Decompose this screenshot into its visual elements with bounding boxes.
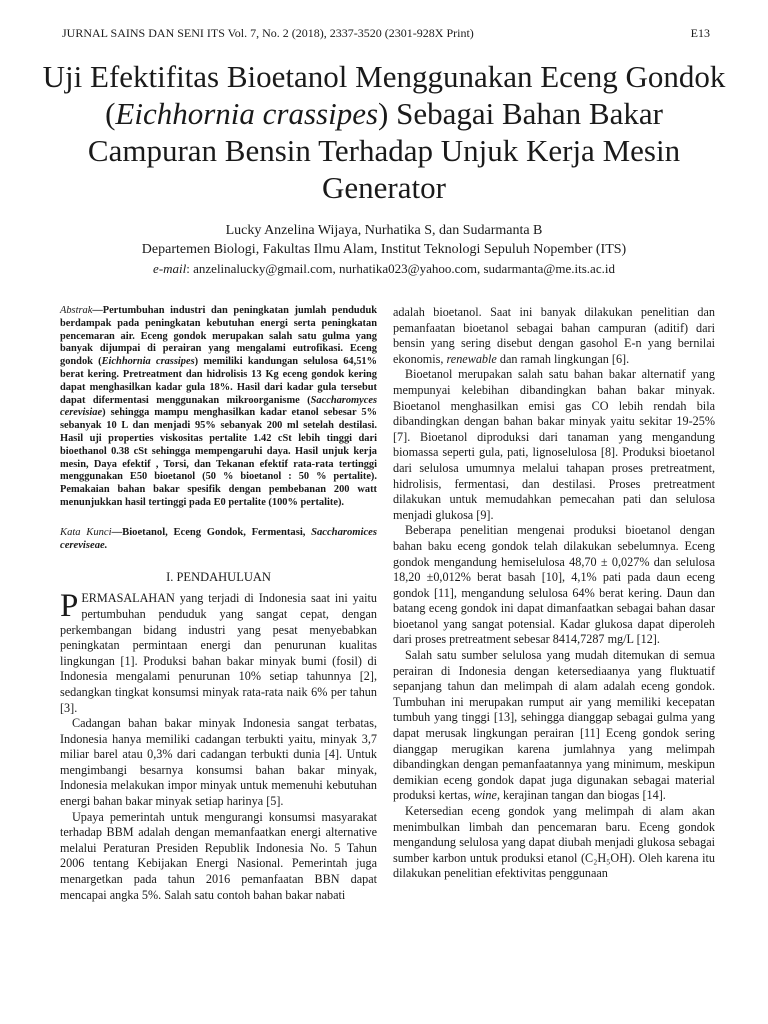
- emails: [0, 259, 768, 278]
- abstract-microbe: Saccharomyces cerevisiae: [60, 394, 377, 419]
- abstract-species: Eichhornia crassipes: [101, 356, 195, 368]
- right-em-1: renewable: [446, 351, 497, 366]
- email-label: e-mail: [153, 261, 187, 276]
- abstract-text-1: —Pertumbuhan industri dan peningkatan jumlah penduduk berdampak pada peningkatan kebutuhan energi serta peningkatan pencemaran air. Eceng gondok merupakan salah satu gulma yang banyak dijumpai di perairan yang mengalami eutrofikasi. Eceng gondok (: [60, 305, 377, 368]
- right-text-1b: dan ramah lingkungan [6].: [496, 351, 630, 366]
- right-paragraph-1: [393, 305, 715, 367]
- affiliation: Departemen Biologi, Fakultas Ilmu Alam, Institut Teknologi Sepuluh Nopember (ITS): [141, 242, 627, 257]
- left-column: [60, 305, 377, 903]
- abstract-label: Abstrak: [60, 305, 93, 316]
- title-text-2: ) Sebagai Bahan Bakar Campuran Bensin Terhadap Unjuk Kerja Mesin Generator: [87, 96, 681, 205]
- keywords-species: Saccharomices cereviseae.: [60, 526, 377, 551]
- right-text-1a: adalah bioetanol. Saat ini banyak dilakukan penelitian dan pemanfaatan bioetanol sebagai bahan campuran (aditif) dari bensin yang sering disebut dengan gasohol E-n yang bernilai ekonomis,: [393, 305, 715, 366]
- abstract-text-2: ) memiliki kandungan selulosa 64,51% berat kering. Pretreatment dan hidrolisis 13 Kg eceng gondok kering dapat menghasilkan kadar gula 18%. Hasil dari kadar gula tersebut dapat difermentasi menggunakan mikroorganisme (: [60, 356, 377, 406]
- intro-text-1: yang terjadi di Indonesia saat ini yaitu pertumbuhan penduduk yang sangat cepat, dengan perkembangan bidang industri yang pesat menyebabkan peningkatan permintaan energi dan penurunan kualitas lingkungan [1]. Produksi bahan bakar minyak bumi (fosil) di Indonesia mengalami penurunan 10% setiap tahunnya [2], sedangkan tingkat konsumsi minyak rata-rata naik 6% per tahun [3].: [60, 591, 377, 715]
- author-names: Lucky Anzelina Wijaya, Nurhatika S, dan Sudarmanta B: [225, 223, 543, 238]
- right-paragraph-2: Bioetanol merupakan salah satu bahan bakar alternatif yang mempunyai kelebihan dibandingkan bahan bakar minyak. Bioetanol menghasilkan emisi gas CO lebih rendah bila dibandingkan dengan bahan bakar minyak yaitu sekitar 19-25% [7]. Bioetanol diproduksi dari tanaman yang mengandung biomassa seperti gula, pati, lignoselulosa [8]. Produksi bioetanol dari selulosa umumnya melalui tahapan proses pretreatment, hidrolisis, fermentasi, dan destilasi. Proses pretreatment dilakukan untuk memudahkan pemecahan pati dan selulosa menjadi glukosa [9].: [393, 367, 715, 522]
- right-paragraph-5: Ketersedian eceng gondok yang melimpah di alam akan menimbulkan limbah dan pencemaran baru. Eceng gondok mengandung selulosa yang dapat diubah menjadi glukosa sebagai sumber karbon untuk produksi etanol (C₂H₅OH). Oleh karena itu dilakukan penelitian efektivitas penggunaan: [393, 804, 715, 881]
- intro-paragraph-1: [60, 588, 377, 716]
- page-number: E13: [690, 26, 710, 40]
- email-addresses: : anzelinalucky@gmail.com, nurhatika023@yahoo.com, sudarmanta@me.its.ac.id: [186, 261, 615, 276]
- keywords-label: Kata Kunci: [60, 526, 112, 538]
- right-text-4a: Salah satu sumber selulosa yang mudah ditemukan di semua perairan di Indonesia dengan ketersediaanya yang fluktuatif sepanjang tahun dan melimpah di alam adalah eceng gondok. Tumbuhan ini merupakan rumput air yang memiliki kecepatan tumbuh yang tinggi [13], sehingga dianggap sebagai gulma yang dapat merusak lingkungan perairan [11] Eceng gondok sering dianggap merugikan karena jumlahnya yang melimpah dibandingkan dengan pemanfaatannya yang minimum, meskipun demikian eceng gondok dapat juga digunakan sebagai material produksi kertas,: [393, 648, 715, 803]
- right-paragraph-3: Beberapa penelitian mengenai produksi bioetanol dengan bahan baku eceng gondok telah dilakukan sebelumnya. Eceng gondok mengandung hemiselulosa 48,70 ± 0,027% dan selulosa 18,20 ±0,012% berat basah [10], 4,1% pati pada daun eceng gondok [11], mengandung selulosa 64% berat kering. Daun dan batang eceng gondok ini dapat dimanfaatkan sebagai bahan dasar bioetanol yang sangat potensial. Kadar glukosa dapat diperoleh dari proses pretreatment sebesar 8414,7287 mg/L [12].: [393, 523, 715, 647]
- title-species: Eichhornia crassipes: [115, 96, 379, 131]
- keywords-text: —Bioetanol, Eceng Gondok, Fermentasi,: [111, 526, 312, 538]
- right-text-4b: , kerajinan tangan dan biogas [14].: [496, 788, 666, 803]
- intro-capital-word: ERMASALAHAN: [81, 591, 175, 606]
- journal-citation: JURNAL SAINS DAN SENI ITS Vol. 7, No. 2 (2018), 2337-3520 (2301-928X Print): [62, 26, 474, 40]
- drop-cap: P: [60, 588, 79, 625]
- keywords: [60, 526, 377, 552]
- abstract-text-3: ) sehingga mampu menghasilkan kadar etanol sebesar 5% sebanyak 10 L dan menjadi 95% sebanyak 200 ml setelah destilasi. Hasil uji properties viskositas pertalite 1.42 cSt lebih tinggi dari bioethanol 0.38 cSt sehingga mempengaruhi daya. Hasil unjuk kerja mesin, Daya efektif , Torsi, dan Tekanan efektif rata-rata tertinggi menggunakan E50 bioetanol (50 % bioetanol : 50 % pertalite). Pemakaian bahan bakar spesifik dengan pembebanan 200 watt menunjukkan hasil tertinggi pada E0 pertalite (100% pertalite).: [60, 407, 377, 508]
- right-column: [393, 305, 715, 882]
- abstract: [60, 305, 377, 510]
- intro-paragraph-2: Cadangan bahan bakar minyak Indonesia sangat terbatas, Indonesia hanya memiliki cadangan terbukti yaitu, minyak 3,7 miliar barel atau 0,3% dari cadangan terbukti dunia [4]. Untuk mengimbangi besarnya konsumsi bahan bakar minyak, Indonesia melakukan impor minyak untuk memenuhi kebutuhan energi bahan bakar minyak setiap harinya [5].: [60, 716, 377, 809]
- title-text: Uji Efektifitas Bioetanol Menggunakan Eceng Gondok (: [42, 59, 726, 131]
- right-paragraph-4: [393, 648, 715, 804]
- right-em-4: wine: [473, 788, 497, 803]
- paper-title: [40, 58, 728, 206]
- intro-paragraph-3: Upaya pemerintah untuk mengurangi konsumsi masyarakat terhadap BBM adalah dengan memanfaatkan energi alternative melalui Peraturan Presiden Republik Indonesia No. 5 Tahun 2006 tentang Kebijakan Energi Nasional. Pemerintah juga menargetkan pada tahun 2016 pemanfaatan BBN dapat mencapai angka 5%. Salah satu contoh bahan bakar nabati: [60, 809, 377, 902]
- author-block: [0, 221, 768, 278]
- section-heading: I. PENDAHULUAN: [166, 569, 271, 584]
